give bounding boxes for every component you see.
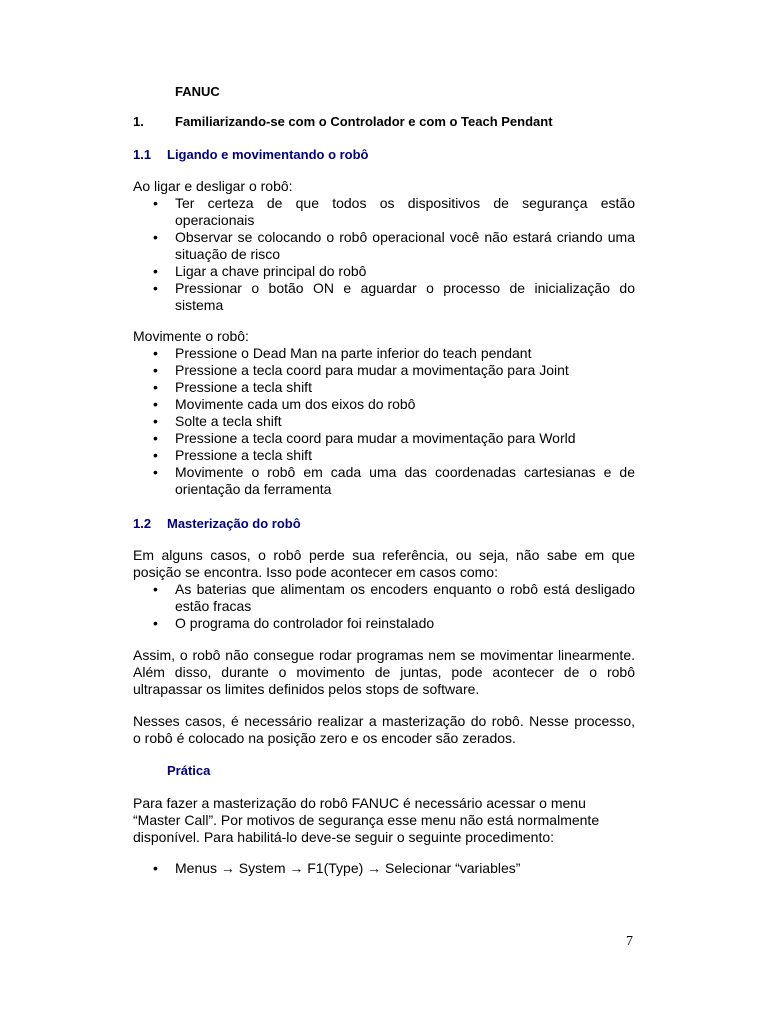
bullet-icon: • [153,263,158,279]
section-1-1-title: Ligando e movimentando o robô [167,147,369,162]
list-item-text: Pressionar o botão ON e aguardar o processo de inicialização do [175,280,635,296]
section-1-number: 1. [133,114,144,129]
list-item-text: Ter certeza de que todos os dispositivos de segurança estão [175,195,635,211]
page-number: 7 [626,934,633,949]
list-item [133,396,635,413]
list-item-text: orientação da ferramenta [175,481,332,497]
consequences-paragraph [133,647,635,698]
pratica-paragraph [133,795,613,846]
intro-power: Ao ligar e desligar o robô: [133,178,293,194]
list-item-text: Pressione a tecla shift [175,379,312,395]
mastering-needed-paragraph [133,713,635,747]
section-1-2-title: Masterização do robô [167,516,301,531]
mastering-cases-list [133,581,635,632]
list-item-text: operacionais [175,212,255,228]
paragraph-line: o robô é colocado na posição zero e os encoder são zerados. [133,730,516,746]
list-item-text: sistema [175,297,224,313]
list-item [133,379,635,396]
bullet-icon: • [153,345,158,361]
pratica-heading: Prática [167,763,211,778]
bullet-icon: • [153,464,158,480]
list-item [133,263,635,280]
bullet-icon: • [153,396,158,412]
paragraph-line: disponível. Para habilitá-lo deve-se seguir o seguinte procedimento: [133,829,555,845]
bullet-icon: • [153,430,158,446]
section-1-title: Familiarizando-se com o Controlador e com o Teach Pendant [175,114,553,129]
list-item [133,229,635,263]
list-item-text: Ligar a chave principal do robô [175,263,367,279]
paragraph-line: Nesses casos, é necessário realizar a masterização do robô. Nesse processo, [133,713,635,729]
list-item [133,413,635,430]
bullet-icon: • [153,379,158,395]
paragraph-line: Para fazer a masterização do robô FANUC é necessário acessar o menu [133,795,586,811]
list-item-text: Movimente o robô em cada uma das coordenadas cartesianas e de [175,464,635,480]
list-item-text: situação de risco [175,246,281,262]
list-item-text: Pressione a tecla coord para mudar a movimentação para World [175,430,576,446]
list-item-text: Observar se colocando o robô operacional você não estará criando uma [175,229,635,245]
bullet-icon: • [153,581,158,597]
list-item-text: Menus → System → F1(Type) → Selecionar “variables” [175,860,521,876]
list-item [133,615,635,632]
list-item [133,362,635,379]
paragraph-line: “Master Call”. Por motivos de segurança esse menu não está normalmente [133,812,600,828]
section-1-2-number: 1.2 [133,516,152,531]
list-item-text: As baterias que alimentam os encoders enquanto o robô está desligado [175,581,635,597]
document-header: FANUC [175,84,220,99]
mastering-intro-paragraph [133,547,635,581]
bullet-icon: • [153,447,158,463]
bullet-icon: • [153,195,158,211]
bullet-icon: • [153,229,158,245]
list-item [133,447,635,464]
paragraph-line: Assim, o robô não consegue rodar programas nem se movimentar linearmente. [133,647,635,663]
list-item-text: Pressione o Dead Man na parte inferior do teach pendant [175,345,532,361]
intro-move: Movimente o robô: [133,328,249,344]
list-item [133,195,635,229]
list-item-text: Pressione a tecla coord para mudar a movimentação para Joint [175,362,569,378]
paragraph-line: posição se encontra. Isso pode acontecer em casos como: [133,564,498,580]
bullet-icon: • [153,615,158,631]
section-1-1-number: 1.1 [133,147,152,162]
list-item [133,464,635,498]
bullet-icon: • [153,860,158,876]
list-item [133,430,635,447]
power-checklist [133,195,635,314]
list-item-text: O programa do controlador foi reinstalado [175,615,435,631]
paragraph-line: Em alguns casos, o robô perde sua referência, ou seja, não sabe em que [133,547,635,563]
list-item-text: Movimente cada um dos eixos do robô [175,396,416,412]
paragraph-line: ultrapassar os limites definidos pelos stops de software. [133,681,480,697]
list-item-text: Solte a tecla shift [175,413,282,429]
list-item [133,860,635,877]
list-item-text: Pressione a tecla shift [175,447,312,463]
move-steps-list [133,345,635,498]
bullet-icon: • [153,413,158,429]
list-item-text: estão fracas [175,598,252,614]
bullet-icon: • [153,280,158,296]
list-item [133,581,635,615]
list-item [133,280,635,314]
bullet-icon: • [153,362,158,378]
list-item [133,345,635,362]
paragraph-line: Além disso, durante o movimento de juntas, pode acontecer de o robô [133,664,635,680]
menu-path-list [133,860,635,877]
